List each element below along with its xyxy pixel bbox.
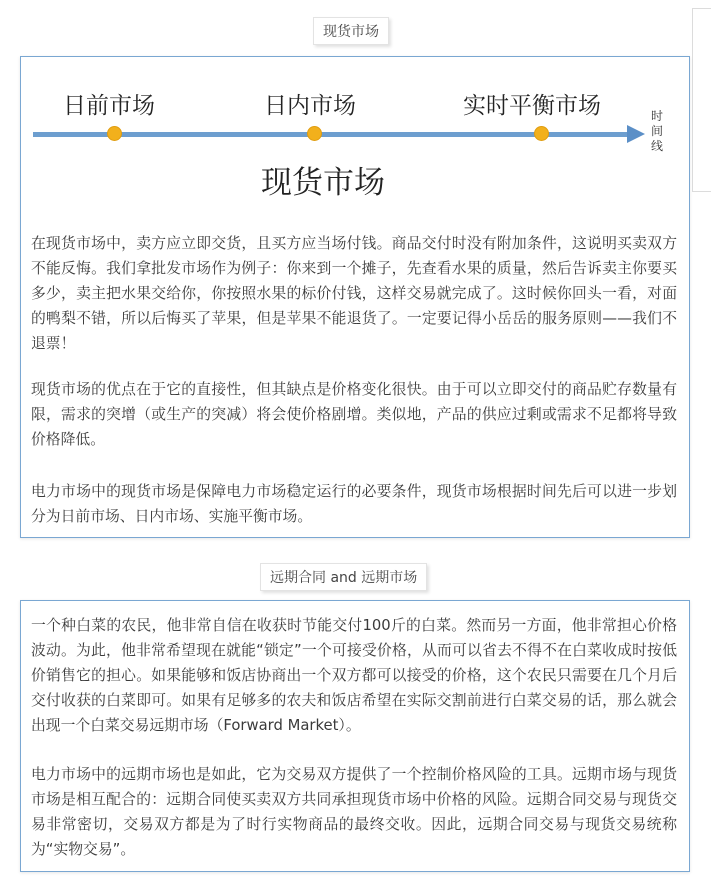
timeline-dot-intraday — [307, 126, 322, 141]
spot-market-paragraph: 现货市场的优点在于它的直接性，但其缺点是价格变化很快。由于可以立即交付的商品贮存数量有限，需求的突增（或生产的突减）将会使价格剧增。类似地，产品的供应过剩或需求不足都将导致价格降低。 — [31, 381, 677, 448]
spot-market-paragraph: 在现货市场中，卖方应立即交货，且买方应当场付钱。商品交付时没有附加条件，这说明买卖双方不能反悔。我们拿批发市场作为例子：你来到一个摊子，先查看水果的质量，然后告诉卖主你要买多少，卖主把水果交给你，你按照水果的标价付钱，这样交易就完成了。这时候你回头一看，对面的鸭梨不错，所以后悔买了苹果，但是苹果不能退货了。一定要记得小岳岳的服务原则——我们不退票！ — [31, 235, 677, 352]
forward-market-panel — [20, 600, 690, 872]
timeline-dot-day-ahead — [107, 126, 122, 141]
timeline-arrow-icon — [627, 125, 645, 143]
timeline-caption: 现货市场 — [261, 165, 385, 201]
timeline-dot-real-time — [534, 126, 549, 141]
timeline-label-intraday: 日内市场 — [264, 93, 356, 119]
forward-market-paragraph: 一个种白菜的农民，他非常自信在收获时节能交付100斤的白菜。然而另一方面，他非常担心价格波动。为此，他非常希望现在就能“锁定”一个可接受价格，从而可以省去不得不在白菜收成时按低价销售它的担心。如果能够和饭店协商出一个双方都可以接受的价格，这个农民只需要在几个月后交付收获的白菜即可。如果有足够多的农夫和饭店希望在实际交割前进行白菜交易的话，那么就会出现一个白菜交易远期市场（Forward Market）。 — [31, 617, 677, 734]
partial-frame-edge — [692, 8, 711, 192]
spot-market-paragraph: 电力市场中的现货市场是保障电力市场稳定运行的必要条件，现货市场根据时间先后可以进一步划分为日前市场、日内市场、实施平衡市场。 — [31, 483, 677, 525]
timeline-axis-label: 时间线 — [650, 109, 663, 153]
section-title-forward-market: 远期合同 and 远期市场 — [260, 563, 427, 591]
section-title-spot-market: 现货市场 — [313, 17, 389, 45]
forward-market-paragraph: 电力市场中的远期市场也是如此，它为交易双方提供了一个控制价格风险的工具。远期市场与现货市场是相互配合的：远期合同使买卖双方共同承担现货市场中价格的风险。远期合同交易与现货交易非常密切，交易双方都是为了时行实物商品的最终交收。因此，远期合同交易与现货交易统称为“实物交易”。 — [31, 766, 677, 858]
timeline-label-day-ahead: 日前市场 — [63, 93, 155, 119]
spot-market-panel — [20, 56, 690, 538]
timeline-label-real-time-balancing: 实时平衡市场 — [463, 93, 601, 119]
